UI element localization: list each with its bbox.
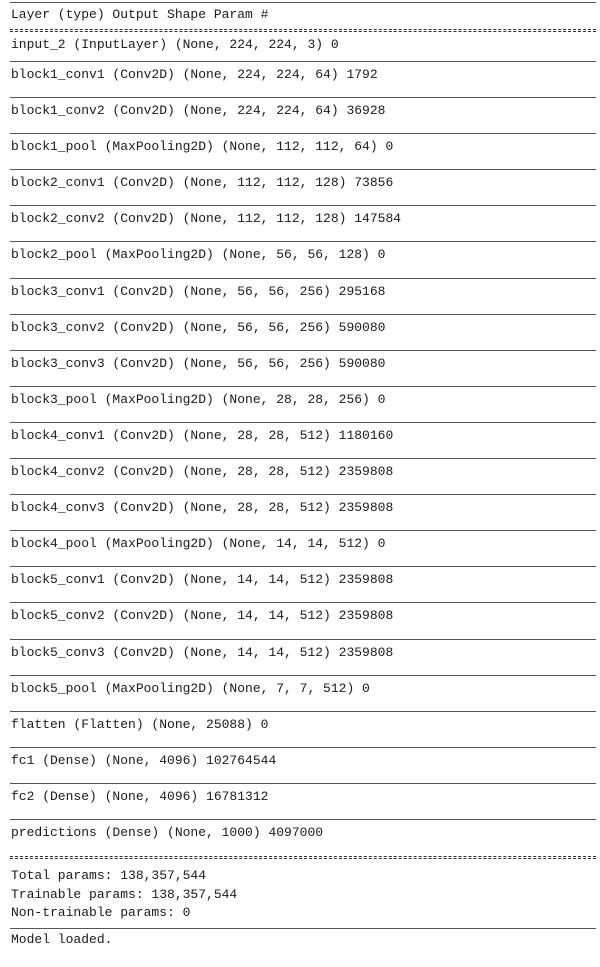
layer-row xyxy=(0,567,600,603)
layer-row xyxy=(0,495,600,531)
layer-row xyxy=(0,351,600,387)
layer-row-text: flatten (Flatten) (None, 25088) 0 xyxy=(11,716,269,732)
layer-row xyxy=(0,62,600,98)
layer-row-text: block4_conv1 (Conv2D) (None, 28, 28, 512) 1180160 xyxy=(11,427,394,443)
layer-row-text: block5_conv2 (Conv2D) (None, 14, 14, 512) 2359808 xyxy=(11,608,394,624)
layer-row-text: fc2 (Dense) (None, 4096) 16781312 xyxy=(11,788,269,804)
layer-row-text: input_2 (InputLayer) (None, 224, 224, 3) 0 xyxy=(11,37,339,52)
layer-row-text: predictions (Dense) (None, 1000) 4097000 xyxy=(11,824,324,840)
layer-row-text: block3_conv3 (Conv2D) (None, 56, 56, 256) 590080 xyxy=(11,355,386,371)
layer-row xyxy=(0,640,600,676)
layer-row xyxy=(0,748,600,784)
layer-row-text: block2_pool (MaxPooling2D) (None, 56, 56, 128) 0 xyxy=(11,247,386,263)
layer-row xyxy=(0,242,600,278)
layer-row-text: block3_conv2 (Conv2D) (None, 56, 56, 256) 590080 xyxy=(11,319,386,335)
layer-row xyxy=(0,676,600,712)
layer-row xyxy=(0,820,600,856)
layer-row xyxy=(0,531,600,567)
layer-list xyxy=(0,32,600,856)
column-headers: Layer (type) Output Shape Param # xyxy=(11,7,269,22)
layer-row xyxy=(0,170,600,206)
layer-row xyxy=(0,98,600,134)
status-message: Model loaded. xyxy=(11,931,113,947)
layer-row-text: block4_conv2 (Conv2D) (None, 28, 28, 512) 2359808 xyxy=(11,464,394,480)
total-params: Total params: 138,357,544 xyxy=(11,868,207,884)
layer-row-text: block1_pool (MaxPooling2D) (None, 112, 112, 64) 0 xyxy=(11,139,394,155)
layer-row xyxy=(0,134,600,170)
layer-row xyxy=(0,315,600,351)
layer-row xyxy=(0,459,600,495)
param-totals xyxy=(0,867,600,923)
layer-row-text: fc1 (Dense) (None, 4096) 102764544 xyxy=(11,752,277,768)
top-rule xyxy=(10,2,596,3)
layer-row xyxy=(0,32,600,62)
bottom-rule xyxy=(10,928,596,929)
layer-row-text: block2_conv2 (Conv2D) (None, 112, 112, 128) 147584 xyxy=(11,211,402,227)
layer-row-text: block2_conv1 (Conv2D) (None, 112, 112, 128) 73856 xyxy=(11,175,394,191)
layer-row-text: block3_conv1 (Conv2D) (None, 56, 56, 256) 295168 xyxy=(11,283,386,299)
layer-row xyxy=(0,423,600,459)
layer-row-text: block5_conv3 (Conv2D) (None, 14, 14, 512) 2359808 xyxy=(11,644,394,660)
layer-row-text: block3_pool (MaxPooling2D) (None, 28, 28, 256) 0 xyxy=(11,391,386,407)
layer-row-text: block4_conv3 (Conv2D) (None, 28, 28, 512) 2359808 xyxy=(11,500,394,516)
layer-row-text: block5_conv1 (Conv2D) (None, 14, 14, 512) 2359808 xyxy=(11,572,394,588)
layer-row-text: block1_conv2 (Conv2D) (None, 224, 224, 64) 36928 xyxy=(11,103,386,119)
trainable-params: Trainable params: 138,357,544 xyxy=(11,886,238,902)
footer-double-rule xyxy=(10,856,596,859)
layer-row-text: block1_conv1 (Conv2D) (None, 224, 224, 64) 1792 xyxy=(11,67,378,82)
layer-row xyxy=(0,712,600,748)
layer-row-text: block4_pool (MaxPooling2D) (None, 14, 14, 512) 0 xyxy=(11,536,386,552)
layer-row xyxy=(0,279,600,315)
layer-row xyxy=(0,387,600,423)
layer-row-text: block5_pool (MaxPooling2D) (None, 7, 7, 512) 0 xyxy=(11,680,370,696)
layer-row xyxy=(0,784,600,820)
layer-row xyxy=(0,206,600,242)
layer-row xyxy=(0,603,600,639)
non-trainable-params: Non-trainable params: 0 xyxy=(11,905,191,921)
